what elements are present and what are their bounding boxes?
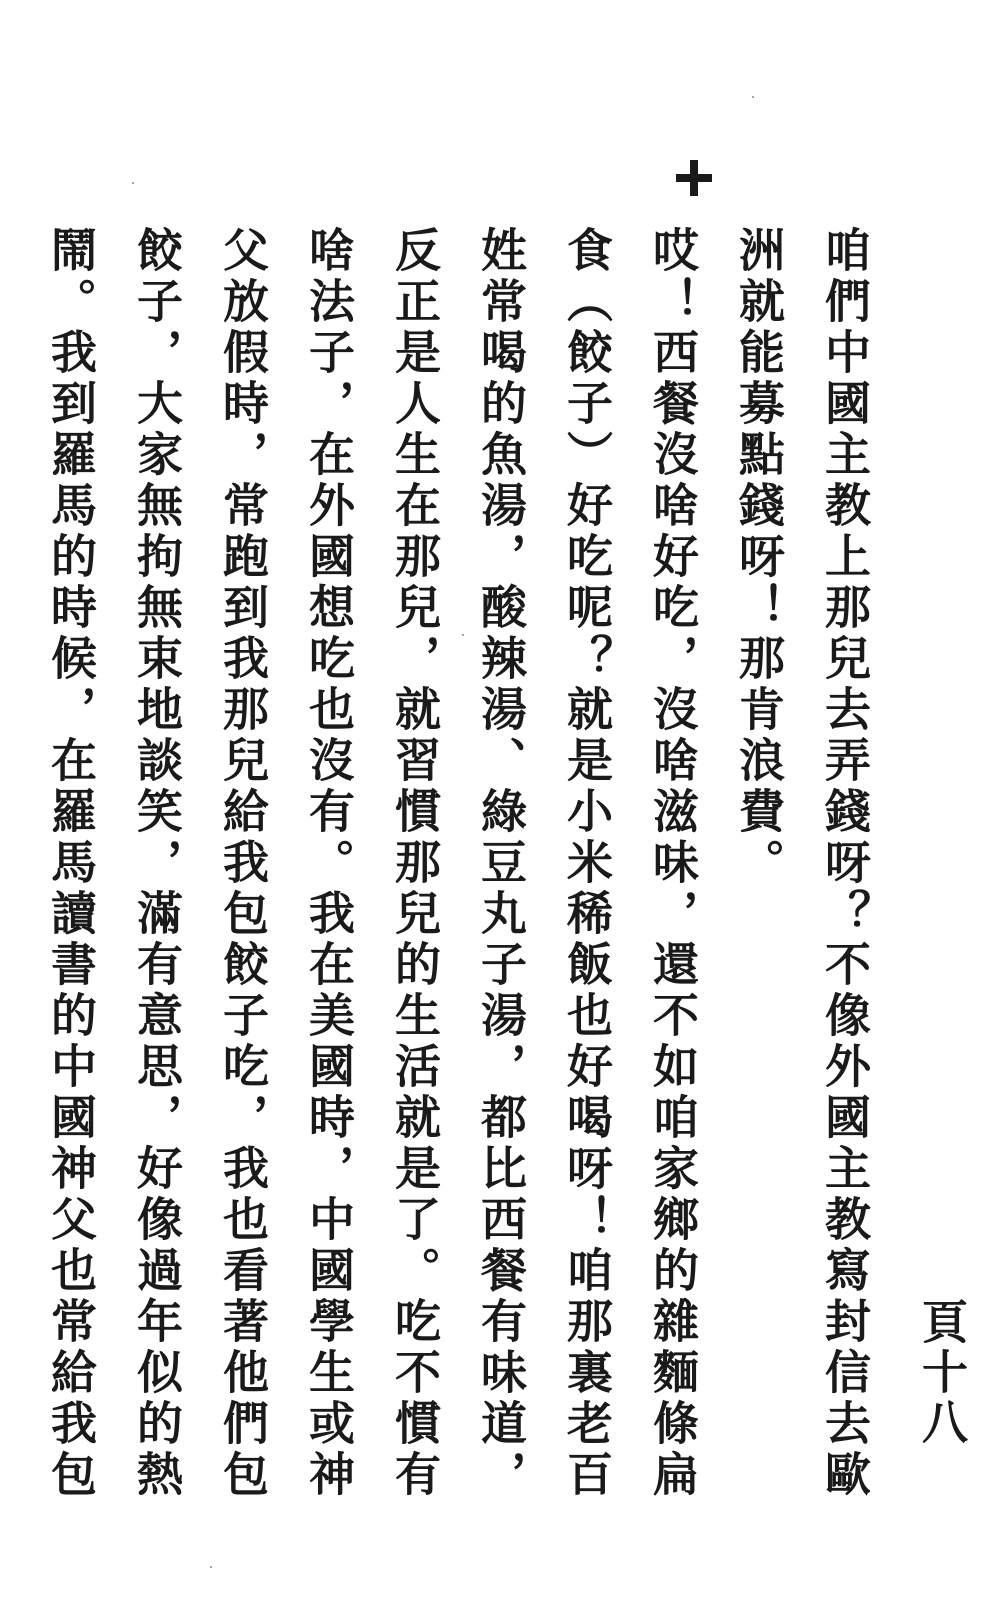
body-text	[28, 226, 888, 1526]
text-column: 餃子，大家無拘無束地談笑，滿有意思，好像過年似的熱	[130, 226, 184, 1501]
scan-speck	[132, 182, 134, 184]
text-column: 鬧。我到羅馬的時候，在羅馬讀書的中國神父也常給我包	[44, 226, 98, 1501]
text-column: 父放假時，常跑到我那兒給我包餃子吃，我也看著他們包	[216, 226, 270, 1501]
text-column: 啥法子，在外國想吃也沒有。我在美國時，中國學生或神	[302, 226, 356, 1501]
text-column: 哎！西餐沒啥好吃，沒啥滋味，還不如咱家鄉的雜麵條扁	[646, 226, 700, 1501]
page-number: 頁十八	[915, 1298, 969, 1448]
cross-icon	[676, 160, 712, 196]
scan-speck	[752, 96, 754, 98]
scan-speck	[210, 1566, 212, 1568]
text-column: 洲就能募點錢呀！那肯浪費。	[732, 226, 786, 889]
text-column: 姓常喝的魚湯，酸辣湯、綠豆丸子湯，都比西餐有味道，	[474, 226, 528, 1501]
text-column: 反正是人生在那兒，就習慣那兒的生活就是了。吃不慣有	[388, 226, 442, 1501]
scan-speck	[462, 634, 464, 636]
text-column: 咱們中國主教上那兒去弄錢呀？不像外國主教寫封信去歐	[818, 226, 872, 1501]
text-column: 食（餃子）好吃呢？就是小米稀飯也好喝呀！咱那裏老百	[560, 226, 614, 1501]
